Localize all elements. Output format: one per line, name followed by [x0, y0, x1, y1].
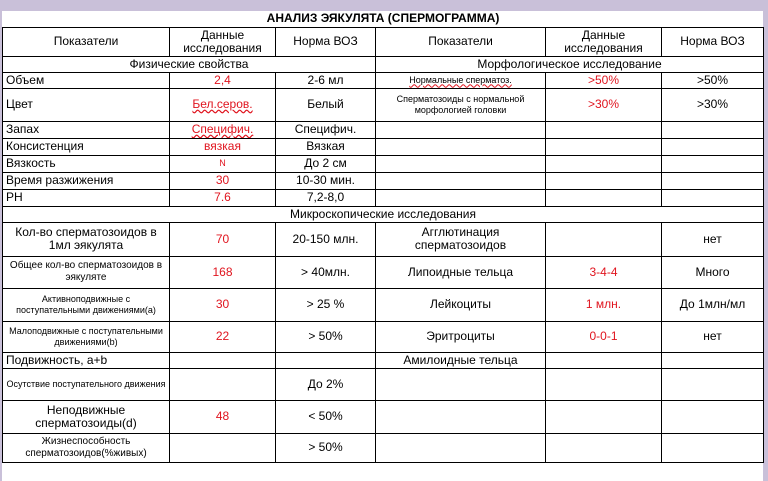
- row-amyloid-norm: [662, 352, 764, 368]
- empty-cell: [662, 172, 764, 189]
- row-liquefaction-label: Время разжижения: [3, 172, 170, 189]
- row-ph-value: 7.6: [170, 189, 276, 206]
- normal-sperm-text: Нормальные сперматоз.: [409, 74, 512, 85]
- row-volume-label: Объем: [3, 72, 170, 88]
- section-morphology: Морфологическое исследование: [376, 56, 764, 72]
- row-normal-sperm-value: >50%: [546, 72, 662, 88]
- empty-cell: [376, 189, 546, 206]
- color-value-text: Бел.серов.: [192, 97, 253, 111]
- row-liquefaction-value: 30: [170, 172, 276, 189]
- row-agglutination-label: Агглютинация сперматозоидов: [376, 222, 546, 256]
- section-physical: Физические свойства: [3, 56, 376, 72]
- header-results-right: Данные исследования: [546, 27, 662, 56]
- spermogram-table: [2, 11, 764, 463]
- row-erythrocytes-norm: нет: [662, 321, 764, 352]
- empty-cell: [376, 433, 546, 462]
- row-erythrocytes-value: 0-0-1: [546, 321, 662, 352]
- empty-cell: [376, 172, 546, 189]
- row-total-norm: > 40млн.: [276, 256, 376, 288]
- smell-value-text: Специфич.: [191, 122, 254, 136]
- row-consistency-label: Консистенция: [3, 138, 170, 155]
- row-motile-a-norm: > 25 %: [276, 288, 376, 321]
- row-motile-a-label: Активноподвижные с поступательными движениями(a): [3, 288, 170, 321]
- empty-cell: [546, 138, 662, 155]
- row-ph-norm: 7,2-8,0: [276, 189, 376, 206]
- empty-cell: [662, 368, 764, 400]
- row-volume-value: 2,4: [170, 72, 276, 88]
- row-normal-sperm-label: [376, 72, 546, 88]
- count-label-text: Кол-во сперматозоидов в 1мл эякулята: [15, 225, 157, 252]
- empty-cell: [546, 400, 662, 433]
- row-motile-b-value: 22: [170, 321, 276, 352]
- row-count-label: [3, 222, 170, 256]
- row-ph-label: PH: [3, 189, 170, 206]
- row-consistency-norm: Вязкая: [276, 138, 376, 155]
- header-who-norm: Норма ВОЗ: [276, 27, 376, 56]
- row-agglutination-norm: нет: [662, 222, 764, 256]
- header-who-norm-right: Норма ВОЗ: [662, 27, 764, 56]
- row-lipoid-value: 3-4-4: [546, 256, 662, 288]
- row-viscosity-label: Вязкость: [3, 155, 170, 172]
- row-smell-value: [170, 121, 276, 138]
- empty-cell: [546, 189, 662, 206]
- row-motility-ab-norm: [276, 352, 376, 368]
- row-total-value: 168: [170, 256, 276, 288]
- empty-cell: [546, 368, 662, 400]
- row-motility-ab-label: Подвижность, a+b: [3, 352, 170, 368]
- report-title: АНАЛИЗ ЭЯКУЛЯТА (СПЕРМОГРАММА): [266, 11, 500, 26]
- row-color-value: [170, 88, 276, 121]
- row-leukocytes-value: 1 млн.: [546, 288, 662, 321]
- empty-cell: [376, 155, 546, 172]
- row-smell-norm: Специфич.: [276, 121, 376, 138]
- row-erythrocytes-label: Эритроциты: [376, 321, 546, 352]
- row-normal-head-value: >30%: [546, 88, 662, 121]
- row-viability-value: [170, 433, 276, 462]
- row-viscosity-norm: До 2 см: [276, 155, 376, 172]
- row-color-label: Цвет: [3, 88, 170, 121]
- row-motile-b-label: Малоподвижные с поступательными движениями(b): [3, 321, 170, 352]
- empty-cell: [662, 400, 764, 433]
- empty-cell: [376, 121, 546, 138]
- empty-cell: [376, 400, 546, 433]
- empty-cell: [546, 121, 662, 138]
- row-volume-norm: 2-6 мл: [276, 72, 376, 88]
- row-normal-sperm-norm: >50%: [662, 72, 764, 88]
- row-consistency-value: вязкая: [170, 138, 276, 155]
- row-immotile-label: Неподвижные сперматозоиды(d): [3, 400, 170, 433]
- row-count-norm: 20-150 млн.: [276, 222, 376, 256]
- row-lipoid-label: Липоидные тельца: [376, 256, 546, 288]
- row-color-norm: Белый: [276, 88, 376, 121]
- row-amyloid-label: Амилоидные тельца: [376, 352, 546, 368]
- row-no-progress-value: [170, 368, 276, 400]
- row-total-label: Общее кол-во сперматозоидов в эякуляте: [3, 256, 170, 288]
- empty-cell: [662, 433, 764, 462]
- row-normal-head-norm: >30%: [662, 88, 764, 121]
- row-agglutination-value: [546, 222, 662, 256]
- row-viscosity-value: N: [170, 155, 276, 172]
- header-indicators-right: Показатели: [376, 27, 546, 56]
- empty-cell: [662, 121, 764, 138]
- row-lipoid-norm: Много: [662, 256, 764, 288]
- row-immotile-value: 48: [170, 400, 276, 433]
- empty-cell: [546, 433, 662, 462]
- empty-cell: [546, 155, 662, 172]
- empty-cell: [546, 172, 662, 189]
- empty-cell: [662, 138, 764, 155]
- row-viability-norm: > 50%: [276, 433, 376, 462]
- row-motility-ab-value: [170, 352, 276, 368]
- row-no-progress-label: Осутствие поступательного движения: [3, 368, 170, 400]
- header-results: Данные исследования: [170, 27, 276, 56]
- empty-cell: [662, 189, 764, 206]
- row-normal-head-label: Сперматозоиды с нормальной морфологией головки: [376, 88, 546, 121]
- row-amyloid-value: [546, 352, 662, 368]
- row-motile-a-value: 30: [170, 288, 276, 321]
- row-viability-label: Жизнеспособность сперматозоидов(%живых): [3, 433, 170, 462]
- row-no-progress-norm: До 2%: [276, 368, 376, 400]
- empty-cell: [376, 138, 546, 155]
- row-motile-b-norm: > 50%: [276, 321, 376, 352]
- row-smell-label: Запах: [3, 121, 170, 138]
- row-liquefaction-norm: 10-30 мин.: [276, 172, 376, 189]
- header-indicators: Показатели: [3, 27, 170, 56]
- section-microscopic: Микроскопические исследования: [3, 206, 764, 222]
- empty-cell: [376, 368, 546, 400]
- empty-cell: [662, 155, 764, 172]
- row-count-value: 70: [170, 222, 276, 256]
- row-leukocytes-label: Лейкоциты: [376, 288, 546, 321]
- row-immotile-norm: < 50%: [276, 400, 376, 433]
- row-leukocytes-norm: До 1млн/мл: [662, 288, 764, 321]
